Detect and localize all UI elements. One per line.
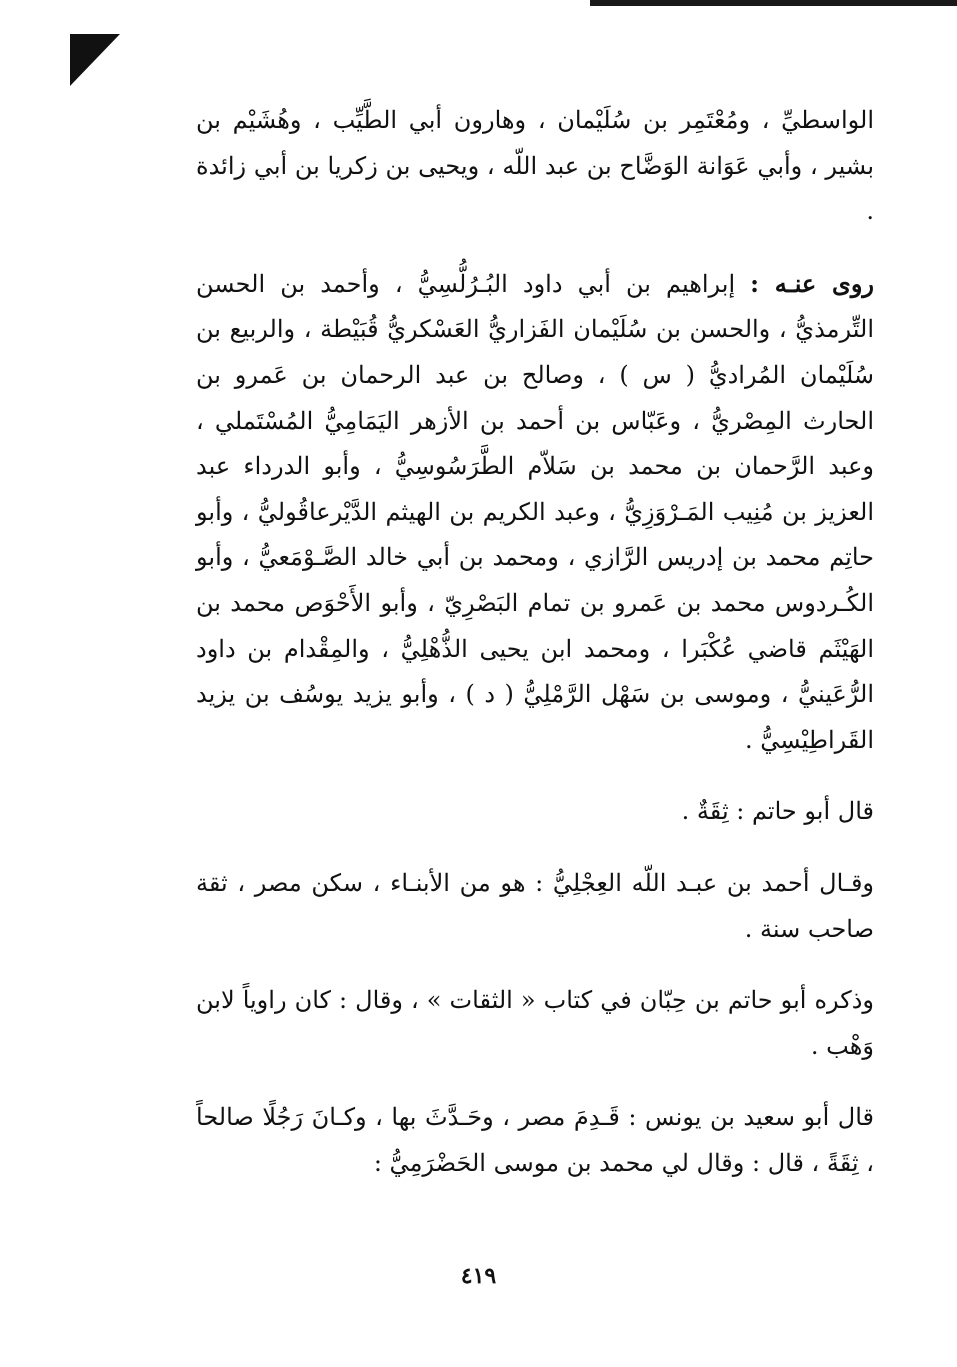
paragraph-ibn-yunus [196, 1095, 874, 1186]
paragraph-narrators [196, 261, 874, 764]
paragraph-ibn-hibban [196, 978, 874, 1069]
paragraph-abu-hatim [196, 789, 874, 835]
paragraph-teachers-continued [196, 98, 874, 235]
paragraph-ijli [196, 861, 874, 952]
paragraph-lead: روى عنـه : [750, 268, 874, 298]
paragraph-text: الواسطيِّ ، ومُعْتَمِر بن سُلَيْمان ، وهارون أبي الطَّيِّب ، وهُشَيْم بن بشير ، وأبي عَوَانة الوَضَّاح بن عبد اللّه ، ويحيى بن زكريا بن أبي زائدة . [196, 106, 874, 226]
paragraph-text: وقـال أحمد بن عبـد اللّه العِجْلِيُّ : هو من الأبنـاء ، سكن مصر ، ثقة صاحب سنة . [196, 868, 874, 943]
corner-triangle-mark [70, 34, 120, 86]
paragraph-text: إبراهيم بن أبي داود البُـرُلُّسِيُّ ، وأحمد بن الحسن التِّرمذيُّ ، والحسن بن سُلَيْمان الفَزاريُّ العَسْكريُّ قُبَيْطة ، والربيع بن سُلَيْمان المُراديُّ ( س ) ، وصالح بن عبد الرحمان بن عَمرو بن الحارث المِصْريُّ ، وعَبّاس بن أحمد بن الأزهر اليَمَامِيُّ المُسْتَملي ، وعبد الرَّحمان بن محمد بن سَلاّم الطَّرَسُوسِيُّ ، وأبو الدرداء عبد العزيز بن مُنِيب المَـرْوَزِيُّ ، وعبد الكريم بن الهيثم الدَّيْرعاقُوليُّ ، وأبو حاتِم محمد بن إدريس الرَّازي ، ومحمد بن أبي خالد الصَّـوْمَعيُّ ، وأبو الكُـردوس محمد بن عَمرو بن تمام البَصْرِيّ ، وأبو الأَحْوَص محمد بن الهَيْثَم قاضي عُكْبَرا ، ومحمد ابن يحيى الذُّهْلِيُّ ، والمِقْدام بن داود الرُّعَينيُّ ، وموسى بن سَهْل الرَّمْلِيُّ ( د ) ، وأبو يزيد يوسُف بن يزيد القَراطِيْسِيُّ . [196, 269, 874, 754]
page-body [196, 98, 874, 1186]
paragraph-text: وذكره أبو حاتم بن حِبّان في كتاب « الثقات » ، وقال : كان راوياً لابن وَهْب . [196, 986, 874, 1060]
page-number: ٤١٩ [460, 1263, 497, 1289]
top-rule [590, 0, 957, 6]
paragraph-text: قال أبو حاتم : ثِقَةٌ . [681, 797, 874, 826]
paragraph-text: قال أبو سعيد بن يونس : قَـدِمَ مصر ، وحَـدَّثَ بها ، وكـانَ رَجُلًا صالحاً ، ثِقَةً ، قال : وقال لي محمد بن موسى الحَضْرَمِيُّ : [196, 1103, 874, 1177]
